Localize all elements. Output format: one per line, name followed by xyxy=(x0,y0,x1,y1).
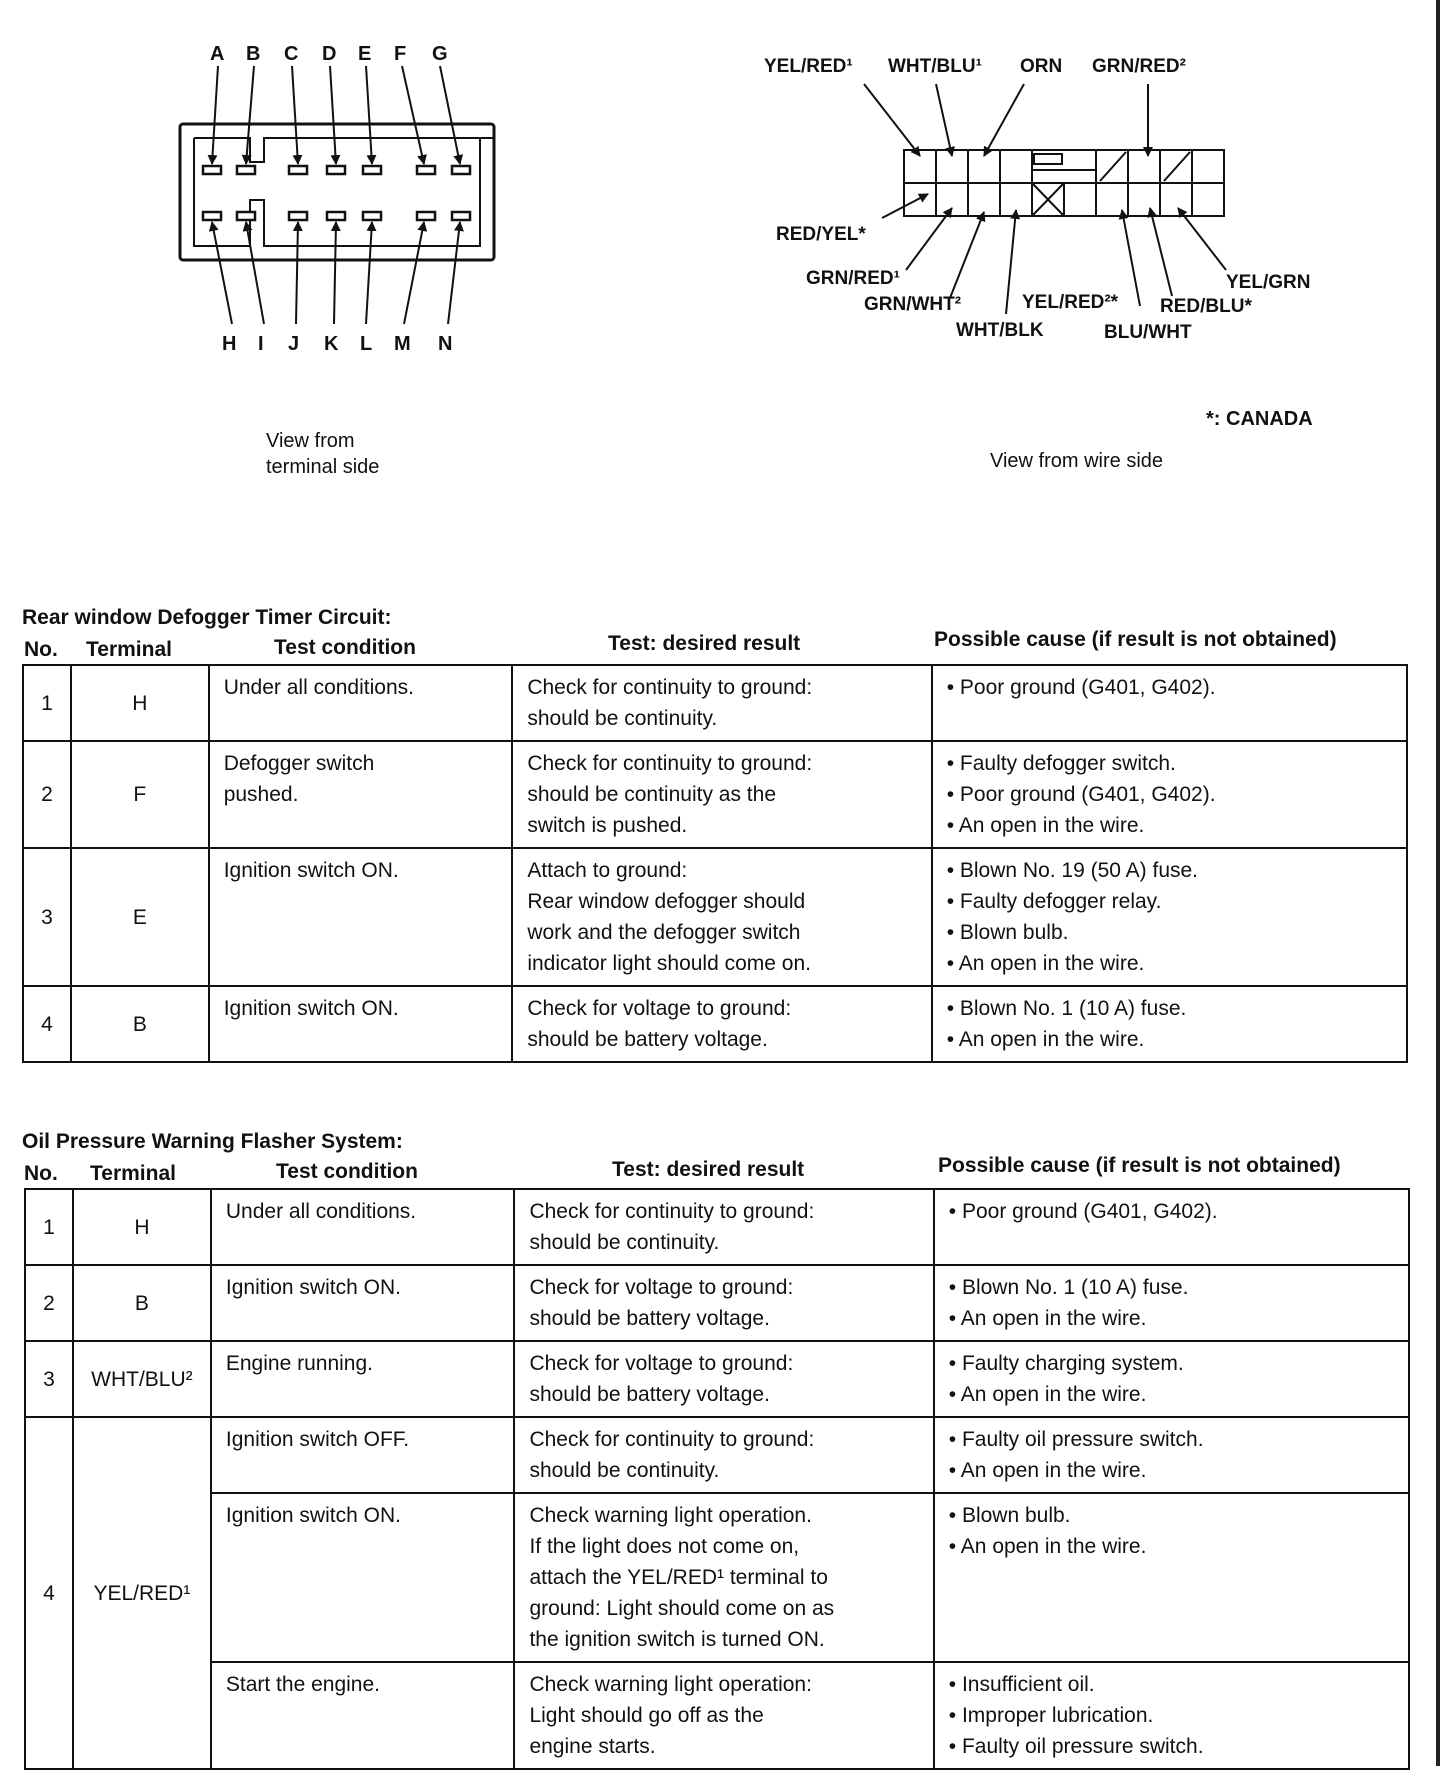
oil-section-title: Oil Pressure Warning Flasher System: xyxy=(22,1130,403,1153)
row-condition xyxy=(211,1662,515,1769)
front-bottom-label: I xyxy=(258,333,264,355)
rear-wire-label: WHT/BLK xyxy=(956,320,1044,341)
rear-wire-label: GRN/WHT² xyxy=(864,294,962,315)
text-line: Start the engine. xyxy=(225,1673,380,1696)
text-line: • Poor ground (G401, G402). xyxy=(946,676,1216,699)
front-bottom-label: H xyxy=(222,333,237,355)
rear-wire-label: RED/BLU* xyxy=(1160,296,1252,317)
front-bottom-label: N xyxy=(438,333,453,355)
text-line: • Blown No. 19 (50 A) fuse. xyxy=(946,859,1199,882)
row-number: 4 xyxy=(23,986,71,1062)
front-top-label: C xyxy=(284,43,299,65)
table-row xyxy=(25,1662,1409,1769)
table-row xyxy=(23,986,1407,1062)
row-cause xyxy=(934,1493,1409,1662)
row-condition xyxy=(211,1417,515,1493)
row-result xyxy=(514,1189,933,1265)
col-header-condition: Test condition xyxy=(276,1160,418,1183)
text-line: Ignition switch ON. xyxy=(225,1504,401,1527)
col-header-no: No. xyxy=(24,1162,58,1185)
front-bottom-leaders xyxy=(212,222,460,324)
row-result xyxy=(512,848,931,986)
text-line: Defogger switch xyxy=(223,752,375,775)
text-line: the ignition switch is turned ON. xyxy=(529,1628,825,1651)
front-top-label: B xyxy=(246,43,261,65)
row-condition xyxy=(209,848,513,986)
row-cause xyxy=(934,1662,1409,1769)
text-line: Check for voltage to ground: xyxy=(529,1352,794,1375)
text-line: • Faulty oil pressure switch. xyxy=(948,1428,1204,1451)
rear-wire-label: YEL/RED²* xyxy=(1022,292,1119,313)
table-row xyxy=(23,741,1407,848)
row-terminal: H xyxy=(73,1189,211,1265)
row-number: 4 xyxy=(25,1417,73,1769)
text-line: • Blown No. 1 (10 A) fuse. xyxy=(946,997,1187,1020)
col-header-result: Test: desired result xyxy=(608,632,801,655)
front-top-label: E xyxy=(358,43,372,65)
rear-wire-label: GRN/RED¹ xyxy=(806,268,900,289)
text-line: • An open in the wire. xyxy=(948,1307,1147,1330)
row-condition xyxy=(209,741,513,848)
row-result xyxy=(514,1341,933,1417)
text-line: Check for continuity to ground: xyxy=(529,1200,815,1223)
text-line: • Improper lubrication. xyxy=(948,1704,1154,1727)
row-cause xyxy=(932,986,1407,1062)
row-cause xyxy=(934,1265,1409,1341)
table-row xyxy=(25,1189,1409,1265)
text-line: Check for continuity to ground: xyxy=(527,752,813,775)
col-header-condition: Test condition xyxy=(274,636,416,659)
row-condition xyxy=(209,986,513,1062)
table-row xyxy=(23,848,1407,986)
text-line: Attach to ground: xyxy=(527,859,688,882)
text-line: should be continuity as the xyxy=(527,783,776,806)
row-terminal: WHT/BLU² xyxy=(73,1341,211,1417)
row-terminal: F xyxy=(71,741,209,848)
text-line: Check warning light operation. xyxy=(529,1504,812,1527)
rear-wire-label: RED/YEL* xyxy=(776,224,866,245)
front-connector-caption xyxy=(266,428,379,480)
front-bottom-pins xyxy=(203,212,470,220)
canada-note: *: CANADA xyxy=(1206,408,1313,430)
text-line: Check for continuity to ground: xyxy=(527,676,813,699)
text-line: Check for continuity to ground: xyxy=(529,1428,815,1451)
front-top-label: A xyxy=(210,43,225,65)
text-line: • Faulty defogger relay. xyxy=(946,890,1162,913)
row-condition xyxy=(211,1493,515,1662)
text-line: should be continuity. xyxy=(527,707,718,730)
row-result xyxy=(514,1265,933,1341)
row-number: 2 xyxy=(25,1265,73,1341)
row-number: 2 xyxy=(23,741,71,848)
text-line: If the light does not come on, xyxy=(529,1535,800,1558)
text-line: • An open in the wire. xyxy=(946,1028,1145,1051)
row-terminal: H xyxy=(71,665,209,741)
front-bottom-label: J xyxy=(288,333,300,355)
text-line: Ignition switch OFF. xyxy=(225,1428,410,1451)
text-line: Check for voltage to ground: xyxy=(527,997,792,1020)
front-bottom-label: K xyxy=(324,333,339,355)
rear-wire-label: BLU/WHT xyxy=(1104,322,1192,343)
row-cause xyxy=(932,741,1407,848)
front-connector xyxy=(180,124,494,260)
text-line: engine starts. xyxy=(529,1735,656,1758)
row-number: 1 xyxy=(25,1189,73,1265)
text-line: Ignition switch ON. xyxy=(223,859,399,882)
rear-wire-label: YEL/GRN xyxy=(1226,272,1311,293)
row-cause xyxy=(932,665,1407,741)
row-condition xyxy=(211,1189,515,1265)
rear-wire-label: YEL/RED¹ xyxy=(764,56,853,77)
text-line: • Poor ground (G401, G402). xyxy=(948,1200,1218,1223)
row-cause xyxy=(932,848,1407,986)
col-header-result: Test: desired result xyxy=(612,1158,805,1181)
connector-diagrams xyxy=(0,0,1440,520)
text-line: • Blown bulb. xyxy=(946,921,1069,944)
table-row xyxy=(23,665,1407,741)
text-line: • Blown No. 1 (10 A) fuse. xyxy=(948,1276,1189,1299)
front-bottom-label: L xyxy=(360,333,373,355)
text-line: Check for voltage to ground: xyxy=(529,1276,794,1299)
caption-line: terminal side xyxy=(266,456,380,478)
row-result xyxy=(514,1662,933,1769)
table-row xyxy=(25,1265,1409,1341)
text-line: switch is pushed. xyxy=(527,814,688,837)
text-line: • Insufficient oil. xyxy=(948,1673,1095,1696)
row-terminal: B xyxy=(71,986,209,1062)
text-line: Ignition switch ON. xyxy=(225,1276,401,1299)
text-line: should be battery voltage. xyxy=(529,1383,770,1406)
text-line: Rear window defogger should xyxy=(527,890,806,913)
row-result xyxy=(512,986,931,1062)
row-result xyxy=(514,1417,933,1493)
text-line: should be battery voltage. xyxy=(529,1307,770,1330)
text-line: should be battery voltage. xyxy=(527,1028,768,1051)
table-row xyxy=(25,1493,1409,1662)
col-header-cause: Possible cause (if result is not obtained) xyxy=(934,628,1337,651)
rear-wire-label: ORN xyxy=(1020,56,1063,77)
row-cause xyxy=(934,1341,1409,1417)
row-result xyxy=(512,741,931,848)
text-line: ground: Light should come on as xyxy=(529,1597,835,1620)
text-line: • An open in the wire. xyxy=(946,952,1145,975)
caption-line: View from xyxy=(266,430,355,452)
text-line: • An open in the wire. xyxy=(948,1535,1147,1558)
row-number: 3 xyxy=(23,848,71,986)
text-line: • An open in the wire. xyxy=(948,1459,1147,1482)
col-header-no: No. xyxy=(24,638,58,661)
defogger-table xyxy=(22,664,1408,1063)
table-row xyxy=(25,1417,1409,1493)
text-line: should be continuity. xyxy=(529,1231,720,1254)
rear-wire-label: WHT/BLU¹ xyxy=(888,56,982,77)
row-terminal: E xyxy=(71,848,209,986)
text-line: Ignition switch ON. xyxy=(223,997,399,1020)
text-line: • Faulty defogger switch. xyxy=(946,752,1176,775)
text-line: Under all conditions. xyxy=(223,676,414,699)
rear-leaders xyxy=(864,84,1226,314)
text-line: • Poor ground (G401, G402). xyxy=(946,783,1216,806)
table-row xyxy=(25,1341,1409,1417)
text-line: indicator light should come on. xyxy=(527,952,811,975)
front-top-label: G xyxy=(432,43,448,65)
rear-connector-caption: View from wire side xyxy=(990,450,1164,472)
front-bottom-label: M xyxy=(394,333,411,355)
row-number: 3 xyxy=(25,1341,73,1417)
row-number: 1 xyxy=(23,665,71,741)
row-cause xyxy=(934,1417,1409,1493)
col-header-terminal: Terminal xyxy=(90,1162,176,1185)
text-line: attach the YEL/RED¹ terminal to xyxy=(529,1566,828,1589)
text-line: pushed. xyxy=(223,783,299,806)
row-terminal: B xyxy=(73,1265,211,1341)
text-line: work and the defogger switch xyxy=(527,921,801,944)
row-condition xyxy=(209,665,513,741)
rear-wire-label: GRN/RED² xyxy=(1092,56,1186,77)
row-condition xyxy=(211,1341,515,1417)
text-line: should be continuity. xyxy=(529,1459,720,1482)
text-line: • An open in the wire. xyxy=(948,1383,1147,1406)
defogger-section-title: Rear window Defogger Timer Circuit: xyxy=(22,606,392,629)
row-result xyxy=(514,1493,933,1662)
text-line: Check warning light operation: xyxy=(529,1673,812,1696)
col-header-cause: Possible cause (if result is not obtained) xyxy=(938,1154,1341,1177)
text-line: • Faulty charging system. xyxy=(948,1352,1184,1375)
text-line: Light should go off as the xyxy=(529,1704,764,1727)
text-line: • An open in the wire. xyxy=(946,814,1145,837)
row-condition xyxy=(211,1265,515,1341)
text-line: • Faulty oil pressure switch. xyxy=(948,1735,1204,1758)
front-top-pins xyxy=(203,166,470,174)
page-edge-rule xyxy=(1436,0,1440,1766)
text-line: Engine running. xyxy=(225,1352,373,1375)
front-top-label: F xyxy=(394,43,407,65)
oil-table xyxy=(24,1188,1410,1770)
row-result xyxy=(512,665,931,741)
col-header-terminal: Terminal xyxy=(86,638,172,661)
text-line: • Blown bulb. xyxy=(948,1504,1071,1527)
text-line: Under all conditions. xyxy=(225,1200,417,1223)
rear-connector xyxy=(904,150,1224,216)
front-top-label: D xyxy=(322,43,337,65)
row-terminal: YEL/RED¹ xyxy=(73,1417,211,1769)
row-cause xyxy=(934,1189,1409,1265)
